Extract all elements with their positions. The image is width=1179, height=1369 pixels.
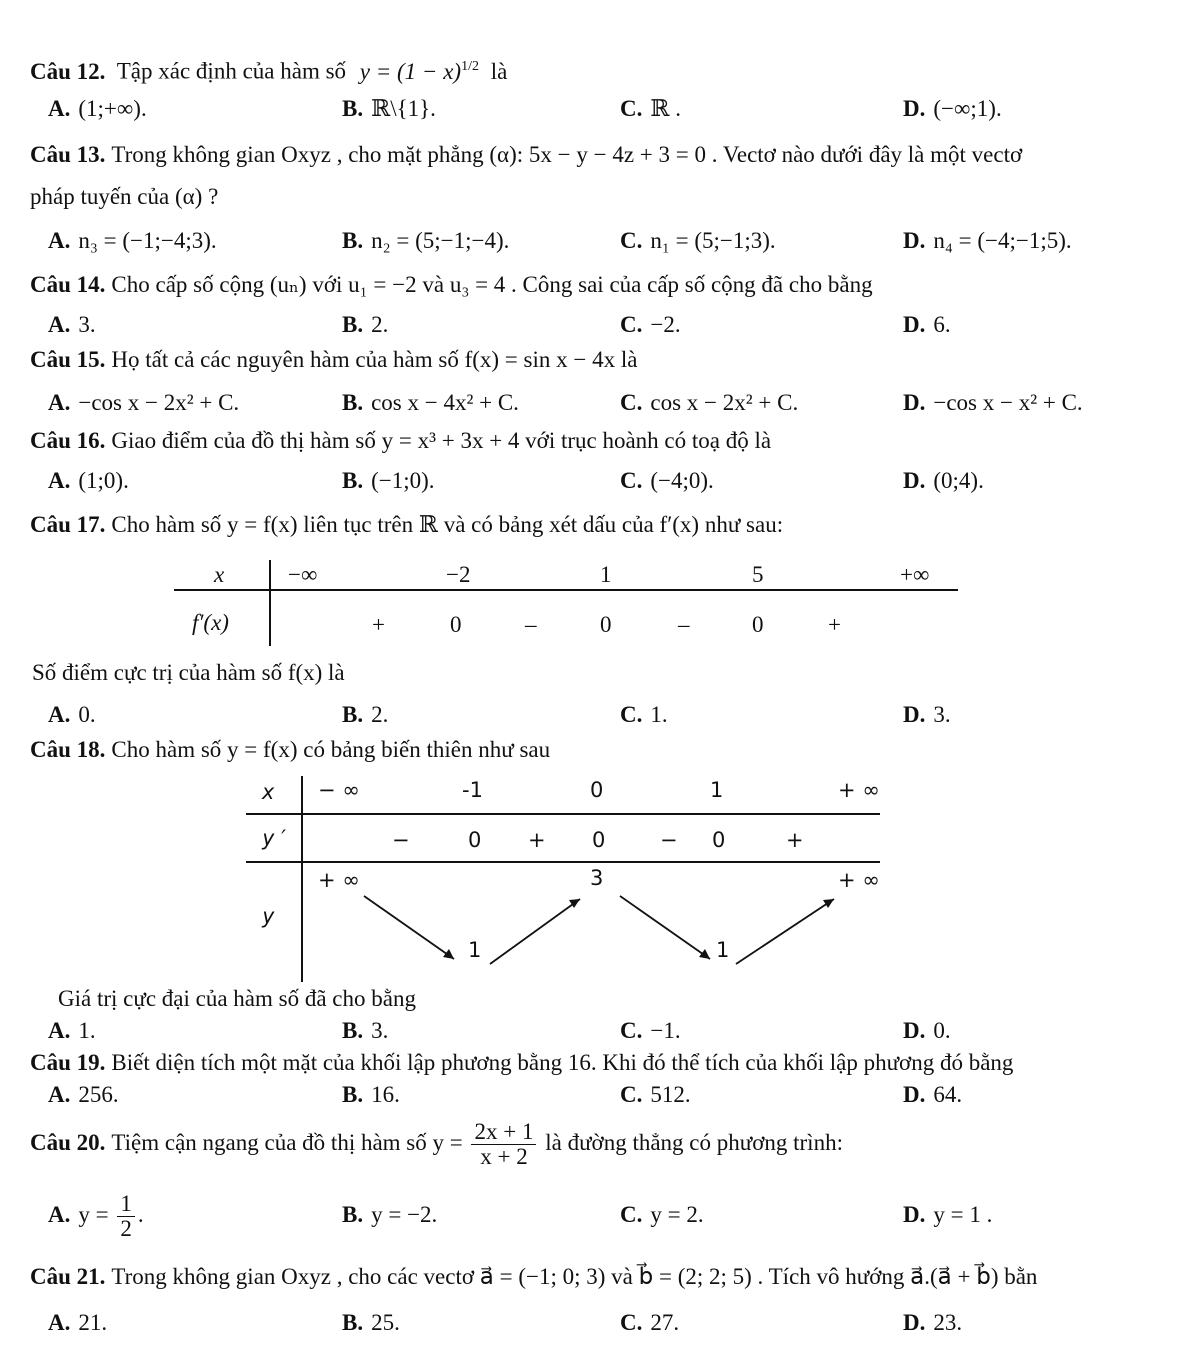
option-label: D. xyxy=(903,96,926,121)
question-text: Biết diện tích một mặt của khối lập phương bằng 16. Khi đó thể tích của khối lập phương đó bằng xyxy=(111,1050,1014,1075)
option-label: C. xyxy=(620,468,643,493)
question-number: Câu 19. xyxy=(30,1050,106,1075)
question-14-stem xyxy=(30,270,873,300)
question-text-end: là xyxy=(490,58,508,84)
option-c[interactable] xyxy=(620,388,798,418)
option-text: (−∞;1). xyxy=(933,96,1002,121)
question-number: Câu 17. xyxy=(30,512,106,537)
option-label: A. xyxy=(48,1082,71,1107)
option-a[interactable] xyxy=(48,94,147,124)
arrow-decrease-1 xyxy=(364,896,454,959)
option-text: 3. xyxy=(933,702,951,727)
variation-x-value: 1 xyxy=(710,778,724,802)
fraction-denominator: x + 2 xyxy=(480,1144,528,1170)
option-text: ℝ\{1}. xyxy=(371,96,436,121)
option-label: A. xyxy=(48,96,71,121)
question-number: Câu 18. xyxy=(30,737,106,762)
variation-x-value: -1 xyxy=(462,778,483,802)
option-c[interactable] xyxy=(620,1308,679,1338)
sign-table-sign: 0 xyxy=(600,612,612,637)
option-text: −cos x − x² + C. xyxy=(933,390,1083,415)
option-label: D. xyxy=(903,1082,926,1107)
option-c[interactable] xyxy=(620,1016,681,1046)
sign-table-x-value: +∞ xyxy=(900,562,930,587)
option-d[interactable] xyxy=(903,226,1072,256)
option-text: y = −2. xyxy=(371,1202,438,1227)
option-label: C. xyxy=(620,702,643,727)
option-a[interactable] xyxy=(48,1016,96,1046)
option-text: 0. xyxy=(933,1018,951,1043)
sign-table-x-value: −∞ xyxy=(288,562,318,587)
variation-yprime-sign: + xyxy=(528,828,546,852)
option-d[interactable] xyxy=(903,1200,992,1230)
option-text: ℝ . xyxy=(650,96,681,121)
option-label: B. xyxy=(342,702,364,727)
option-text: −1. xyxy=(650,1018,681,1043)
arrow-increase-2 xyxy=(736,899,834,964)
option-a[interactable] xyxy=(48,1308,107,1338)
question-18-stem xyxy=(30,735,550,765)
option-label: B. xyxy=(342,468,364,493)
option-label: B. xyxy=(342,96,364,121)
option-label: C. xyxy=(620,1202,643,1227)
question-number: Câu 15. xyxy=(30,347,106,372)
option-label: D. xyxy=(903,390,926,415)
option-c[interactable] xyxy=(620,1200,704,1230)
option-text: cos x − 2x² + C. xyxy=(650,390,799,415)
option-b[interactable] xyxy=(342,94,436,124)
sign-table-x-label: x xyxy=(214,562,225,587)
option-c[interactable] xyxy=(620,466,714,496)
question-text: Giá trị cực đại của hàm số đã cho bằng xyxy=(58,986,416,1011)
variation-yprime-sign: − xyxy=(392,828,410,852)
question-20-stem xyxy=(30,1118,843,1169)
question-text: Tập xác định của hàm số xyxy=(116,58,347,84)
sign-table-sign: + xyxy=(372,612,385,637)
variation-y-value: 1 xyxy=(716,938,730,962)
question-13-stem xyxy=(30,140,1022,170)
option-text: 27. xyxy=(650,1310,680,1335)
option-d[interactable] xyxy=(903,1016,951,1046)
arrow-head xyxy=(699,949,710,959)
variation-y-value: 3 xyxy=(590,866,604,890)
option-text: 0. xyxy=(78,702,96,727)
option-label: A. xyxy=(48,1310,71,1335)
option-label: C. xyxy=(620,228,643,253)
option-label: B. xyxy=(342,1082,364,1107)
question-13-stem-cont xyxy=(30,182,218,212)
option-label: D. xyxy=(903,228,926,253)
option-b[interactable] xyxy=(342,700,388,730)
option-a[interactable] xyxy=(48,388,239,418)
option-text: 64. xyxy=(933,1082,963,1107)
option-a[interactable] xyxy=(48,700,96,730)
arrow-head xyxy=(823,899,834,908)
question-21-stem xyxy=(30,1262,1037,1292)
option-a[interactable] xyxy=(48,1080,119,1110)
option-text: y = xyxy=(78,1202,109,1227)
variation-y-value: + ∞ xyxy=(838,868,880,892)
option-text: −2. xyxy=(650,312,681,337)
option-a[interactable] xyxy=(48,310,96,340)
option-c[interactable] xyxy=(620,94,681,124)
option-text: 25. xyxy=(371,1310,400,1335)
question-number: Câu 20. xyxy=(30,1130,106,1155)
question-number: Câu 13. xyxy=(30,142,106,167)
arrow-increase-1 xyxy=(490,899,580,964)
sign-table-sign: + xyxy=(828,612,841,637)
formula: y = (1 − x) xyxy=(359,58,462,84)
option-text: (0;4). xyxy=(933,468,984,493)
option-label: B. xyxy=(342,1310,364,1335)
variation-yprime-sign: 0 xyxy=(592,828,606,852)
sign-table-sign: 0 xyxy=(752,612,764,637)
option-text: 3. xyxy=(78,312,96,337)
variation-x-label: x xyxy=(262,780,275,804)
option-d[interactable] xyxy=(903,94,1002,124)
fraction-numerator: 2x + 1 xyxy=(471,1120,536,1145)
option-label: C. xyxy=(620,1082,643,1107)
sign-table-sign: – xyxy=(525,612,537,637)
option-d[interactable] xyxy=(903,388,1083,418)
option-text: y = 1 . xyxy=(933,1202,993,1227)
option-text: 3. xyxy=(371,1018,389,1043)
question-17-ask xyxy=(32,658,345,688)
option-label: C. xyxy=(620,1018,643,1043)
question-number: Câu 14. xyxy=(30,272,106,297)
variation-y-label: y xyxy=(262,904,275,928)
option-text: n₁ = (5;−1;3). xyxy=(650,228,776,253)
variation-y-value: + ∞ xyxy=(318,868,360,892)
option-label: B. xyxy=(342,390,364,415)
option-b[interactable] xyxy=(342,1016,388,1046)
question-text: Giao điểm của đồ thị hàm số y = x³ + 3x + 4 với trục hoành có toạ độ là xyxy=(111,428,772,453)
option-text: n₃ = (−1;−4;3). xyxy=(78,228,217,253)
option-label: A. xyxy=(48,468,71,493)
option-label: C. xyxy=(620,96,643,121)
question-16-stem xyxy=(30,426,771,456)
option-c[interactable] xyxy=(620,700,668,730)
option-text: 1. xyxy=(650,702,668,727)
option-label: A. xyxy=(48,312,71,337)
question-text: Trong không gian Oxyz , cho các vectơ a⃗ = (−1; 0; 3) và b⃗ = (2; 2; 5) . Tích vô hướng a⃗.(a⃗ + b⃗) bằn xyxy=(111,1264,1038,1289)
fraction xyxy=(471,1120,536,1169)
question-18-ask xyxy=(58,984,416,1014)
option-label: A. xyxy=(48,1018,71,1043)
question-text: Cho hàm số y = f(x) liên tục trên ℝ và có bảng xét dấu của f′(x) như sau: xyxy=(111,512,784,537)
option-b[interactable] xyxy=(342,310,388,340)
option-text: 21. xyxy=(78,1310,108,1335)
sign-table-sign: – xyxy=(678,612,690,637)
variation-yprime-sign: 0 xyxy=(712,828,726,852)
option-d[interactable] xyxy=(903,1080,962,1110)
option-label: D. xyxy=(903,1202,926,1227)
option-b[interactable] xyxy=(342,388,519,418)
option-text: 16. xyxy=(371,1082,400,1107)
sign-table-x-value: −2 xyxy=(446,562,471,587)
option-text: (1;+∞). xyxy=(78,96,147,121)
option-label: A. xyxy=(48,702,71,727)
arrow-head xyxy=(443,949,454,959)
variation-x-value: 0 xyxy=(590,778,604,802)
sign-table-x-value: 5 xyxy=(752,562,764,587)
option-label: C. xyxy=(620,390,643,415)
option-d[interactable] xyxy=(903,466,984,496)
variation-yprime-sign: + xyxy=(786,828,804,852)
question-number: Câu 21. xyxy=(30,1264,106,1289)
arrow-decrease-2 xyxy=(620,896,710,959)
option-text: −cos x − 2x² + C. xyxy=(78,390,240,415)
question-12-stem xyxy=(30,52,507,87)
option-label: B. xyxy=(342,228,364,253)
question-number: Câu 16. xyxy=(30,428,106,453)
option-text: (−1;0). xyxy=(371,468,435,493)
question-text: Cho hàm số y = f(x) có bảng biến thiên như sau xyxy=(111,737,551,762)
fraction xyxy=(117,1192,135,1241)
question-text-end: là đường thẳng có phương trình: xyxy=(545,1130,843,1155)
option-a[interactable] xyxy=(48,466,129,496)
option-text: 23. xyxy=(933,1310,963,1335)
option-b[interactable] xyxy=(342,1200,437,1230)
option-text: 512. xyxy=(650,1082,691,1107)
variation-x-value: + ∞ xyxy=(838,778,880,802)
question-17-stem xyxy=(30,510,783,540)
option-label: A. xyxy=(48,228,71,253)
variation-yprime-sign: − xyxy=(660,828,678,852)
option-a[interactable] xyxy=(48,226,217,256)
sign-table-x-value: 1 xyxy=(600,562,612,587)
option-label: B. xyxy=(342,1202,364,1227)
question-19-stem xyxy=(30,1048,1013,1078)
variation-x-value: − ∞ xyxy=(318,778,360,802)
option-d[interactable] xyxy=(903,310,951,340)
variation-yprime-sign: 0 xyxy=(468,828,482,852)
sign-table-sign: 0 xyxy=(450,612,462,637)
option-d[interactable] xyxy=(903,700,951,730)
option-c[interactable] xyxy=(620,226,776,256)
option-c[interactable] xyxy=(620,1080,691,1110)
option-label: D. xyxy=(903,1310,926,1335)
option-label: A. xyxy=(48,390,71,415)
variation-y-value: 1 xyxy=(468,938,482,962)
question-text: Trong không gian Oxyz , cho mặt phẳng (α): 5x − y − 4z + 3 = 0 . Vectơ nào dưới đây là một vectơ xyxy=(111,142,1023,167)
option-text: y = 2. xyxy=(650,1202,704,1227)
sign-table-fprime-label: f′(x) xyxy=(192,610,229,635)
option-a[interactable] xyxy=(48,1190,144,1241)
option-text: n₂ = (5;−1;−4). xyxy=(371,228,510,253)
option-text: cos x − 4x² + C. xyxy=(371,390,519,415)
option-label: B. xyxy=(342,312,364,337)
option-label: D. xyxy=(903,702,926,727)
option-label: D. xyxy=(903,1018,926,1043)
question-15-stem xyxy=(30,345,637,375)
exponent: 1/2 xyxy=(461,59,479,74)
option-text: 2. xyxy=(371,312,389,337)
question-text: Họ tất cả các nguyên hàm của hàm số f(x) = sin x − 4x là xyxy=(111,347,638,372)
fraction-denominator: 2 xyxy=(120,1216,132,1242)
option-label: B. xyxy=(342,1018,364,1043)
variation-yprime-label: y′ xyxy=(262,826,288,850)
option-text: (1;0). xyxy=(78,468,129,493)
option-label: C. xyxy=(620,1310,643,1335)
option-label: D. xyxy=(903,312,926,337)
option-b[interactable] xyxy=(342,1080,400,1110)
option-label: C. xyxy=(620,312,643,337)
fraction-numerator: 1 xyxy=(117,1192,135,1217)
option-text: 1. xyxy=(78,1018,96,1043)
question-number: Câu 12. xyxy=(30,58,106,84)
question-text: Tiệm cận ngang của đồ thị hàm số y = xyxy=(111,1130,463,1155)
option-text: 256. xyxy=(78,1082,119,1107)
option-b[interactable] xyxy=(342,226,509,256)
option-label: A. xyxy=(48,1202,71,1227)
option-d[interactable] xyxy=(903,1308,962,1338)
option-text: 6. xyxy=(933,312,951,337)
option-suffix: . xyxy=(137,1202,144,1227)
option-text: (−4;0). xyxy=(650,468,714,493)
option-b[interactable] xyxy=(342,1308,400,1338)
question-text: Cho cấp số cộng (uₙ) với u₁ = −2 và u₃ = 4 . Công sai của cấp số cộng đã cho bằng xyxy=(111,272,873,297)
option-c[interactable] xyxy=(620,310,681,340)
question-text: pháp tuyến của (α) ? xyxy=(30,184,219,209)
option-b[interactable] xyxy=(342,466,435,496)
option-text: 2. xyxy=(371,702,389,727)
option-label: D. xyxy=(903,468,926,493)
option-text: n₄ = (−4;−1;5). xyxy=(933,228,1072,253)
question-text: Số điểm cực trị của hàm số f(x) là xyxy=(32,660,345,685)
